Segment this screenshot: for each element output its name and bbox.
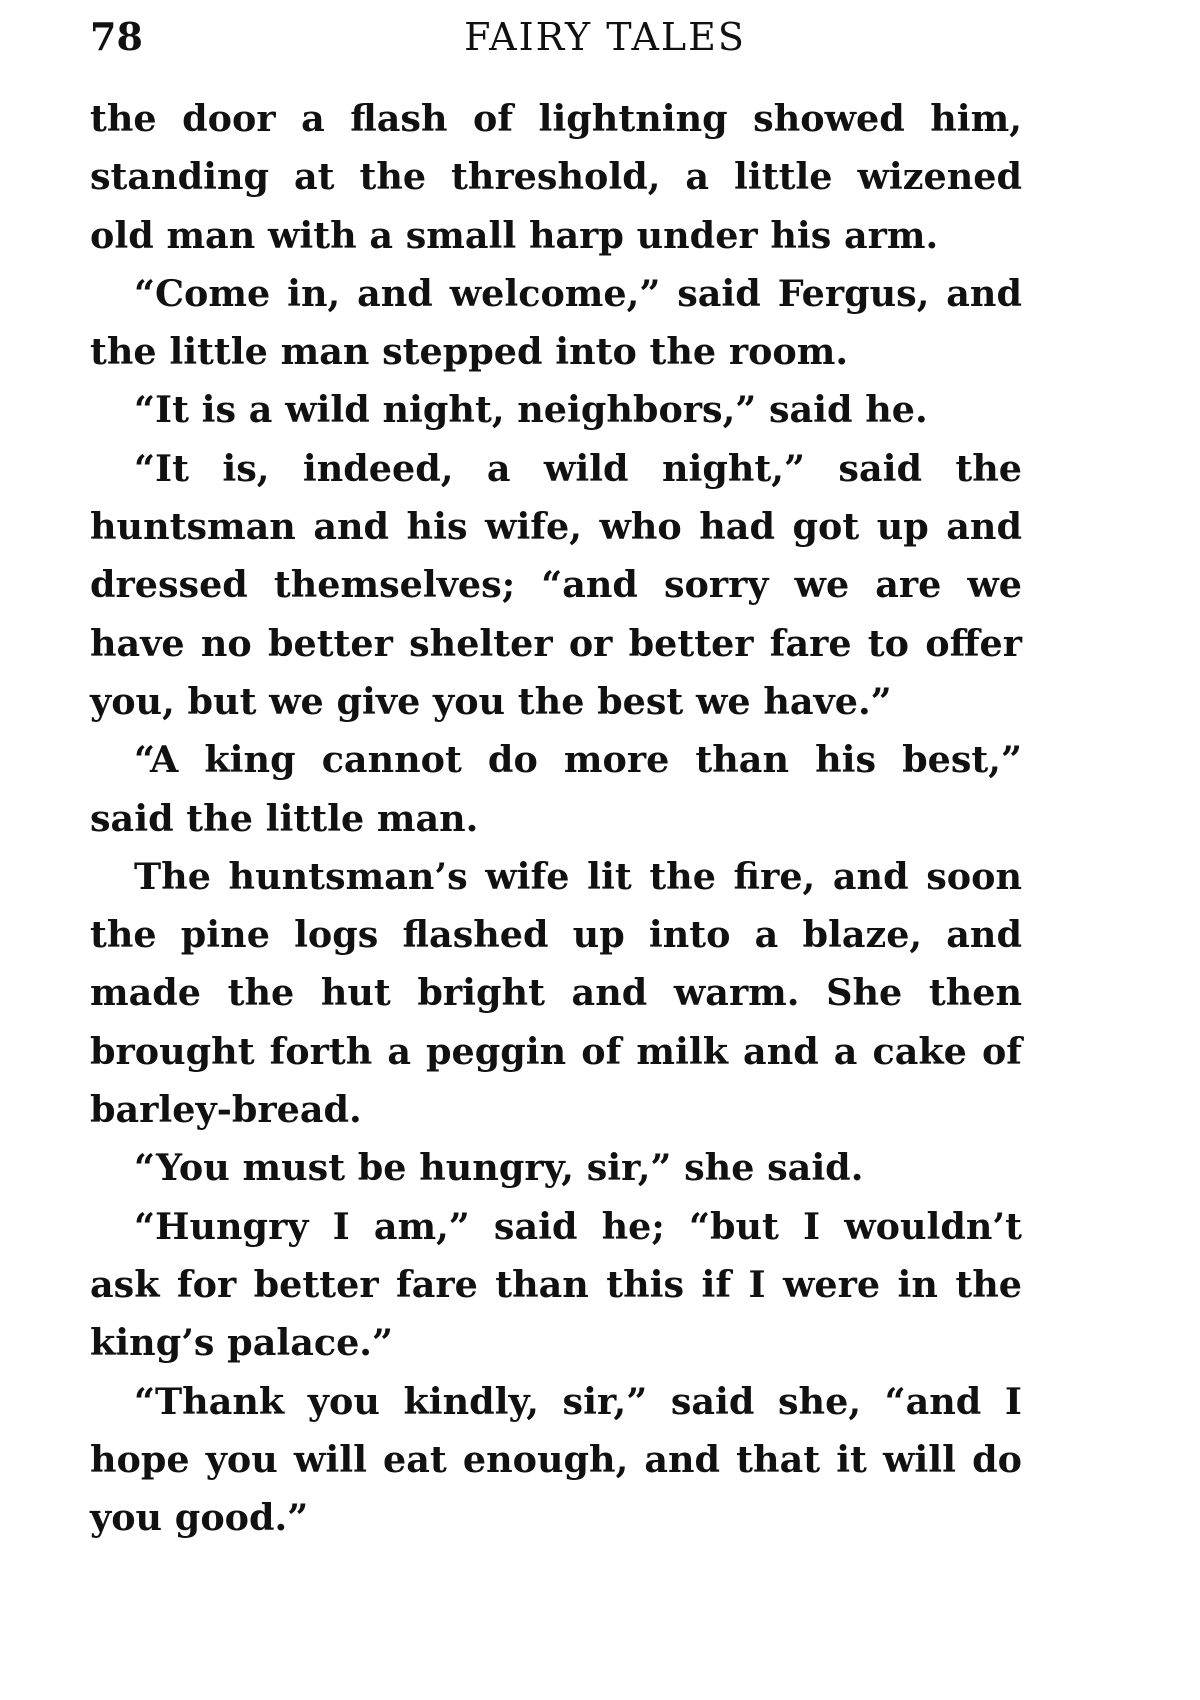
paragraph: “Thank you kindly, sir,” said she, “and I hope you will eat enough, and that it will do you good.” — [90, 1379, 1022, 1540]
paragraph: “It is a wild night, neighbors,” said he. — [134, 388, 928, 432]
paragraph: “Come in, and welcome,” said Fergus, and the little man stepped into the room. — [90, 271, 1022, 374]
paragraph: “You must be hungry, sir,” she said. — [134, 1146, 864, 1190]
paragraph: “Hungry I am,” said he; “but I wouldn’t ask for better fare than this if I were in the king’s palace.” — [90, 1204, 1022, 1365]
paragraph: The huntsman’s wife lit the fire, and soon the pine logs flashed up into a blaze, and made the hut bright and warm. She then brought forth a peggin of milk and a cake of barley-bread. — [90, 854, 1022, 1132]
body-text — [90, 90, 1022, 1547]
page-number: 78 — [90, 14, 143, 59]
running-head: FAIRY TALES — [464, 15, 746, 59]
paragraph: “A king cannot do more than his best,” said the little man. — [90, 738, 1022, 840]
paragraph: “It is, indeed, a wild night,” said the huntsman and his wife, who had got up and dressed themselves; “and sorry we are we have no better shelter or better fare to offer you, but we give you the best we have.” — [90, 446, 1022, 723]
page-header — [90, 14, 1120, 64]
paragraph: the door a flash of lightning showed him, standing at the threshold, a little wizened old man with a small harp under his arm. — [90, 97, 1022, 257]
